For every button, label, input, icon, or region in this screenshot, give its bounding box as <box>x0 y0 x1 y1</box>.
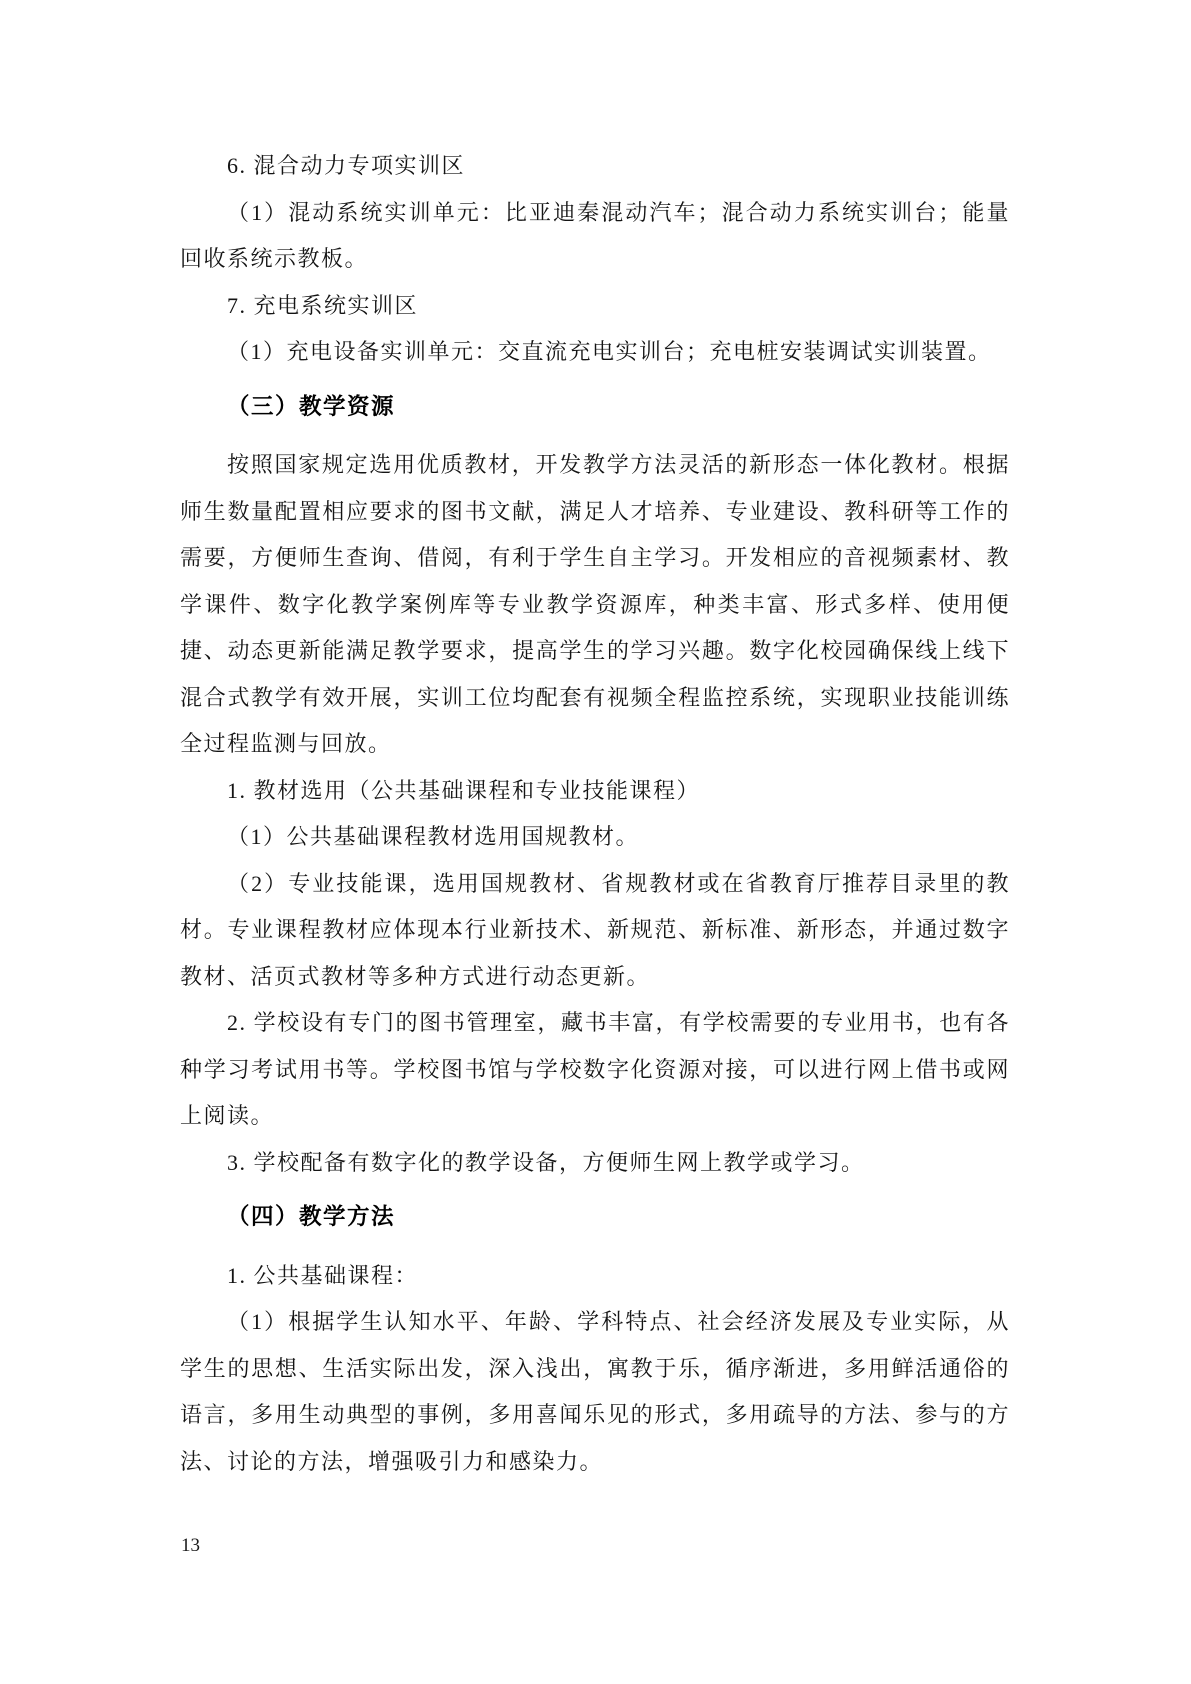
page-content <box>180 143 1010 1485</box>
paragraph-resources-1-2: （2）专业技能课，选用国规教材、省规教材或在省教育厅推荐目录里的教材。专业课程教材应体现本行业新技术、新规范、新标准、新形态，并通过数字教材、活页式教材等多种方式进行动态更新。 <box>180 870 1010 989</box>
paragraph-resources-3: 3. 学校配备有数字化的教学设备，方便师生网上教学或学习。 <box>227 1149 865 1175</box>
paragraph-methods-1: 1. 公共基础课程： <box>227 1262 419 1288</box>
paragraph-item-7-sub-1: （1）充电设备实训单元：交直流充电实训台；充电桩安装调试实训装置。 <box>227 339 992 364</box>
paragraph-resources-1-1: （1）公共基础课程教材选用国规教材。 <box>227 824 640 849</box>
page-number: 13 <box>181 1535 200 1556</box>
section-heading-teaching-methods: （四）教学方法 <box>227 1204 396 1229</box>
section-heading-teaching-resources: （三）教学资源 <box>227 393 396 419</box>
paragraph-methods-1-1: （1）根据学生认知水平、年龄、学科特点、社会经济发展及专业实际，从学生的思想、生活实际出发，深入浅出，寓教于乐，循序渐进，多用鲜活通俗的语言，多用生动典型的事例，多用喜闻乐见的形式，多用疏导的方法、参与的方法、讨论的方法，增强吸引力和感染力。 <box>180 1309 1010 1474</box>
paragraph-resources-intro: 按照国家规定选用优质教材，开发教学方法灵活的新形态一体化教材。根据师生数量配置相应要求的图书文献，满足人才培养、专业建设、教科研等工作的需要，方便师生查询、借阅，有利于学生自主学习。开发相应的音视频素材、教学课件、数字化教学案例库等专业教学资源库，种类丰富、形式多样、使用便捷、动态更新能满足教学要求，提高学生的学习兴趣。数字化校园确保线上线下混合式教学有效开展，实训工位均配套有视频全程监控系统，实现职业技能训练全过程监测与回放。 <box>180 452 1010 756</box>
paragraph-resources-2: 2. 学校设有专门的图书管理室，藏书丰富，有学校需要的专业用书，也有各种学习考试用书等。学校图书馆与学校数字化资源对接，可以进行网上借书或网上阅读。 <box>180 1010 1010 1128</box>
paragraph-item-7: 7. 充电系统实训区 <box>227 292 419 318</box>
paragraph-resources-1: 1. 教材选用（公共基础课程和专业技能课程） <box>227 777 701 803</box>
paragraph-item-6-sub-1: （1）混动系统实训单元：比亚迪秦混动汽车；混合动力系统实训台；能量回收系统示教板。 <box>180 199 1010 271</box>
paragraph-item-6: 6. 混合动力专项实训区 <box>227 153 466 178</box>
